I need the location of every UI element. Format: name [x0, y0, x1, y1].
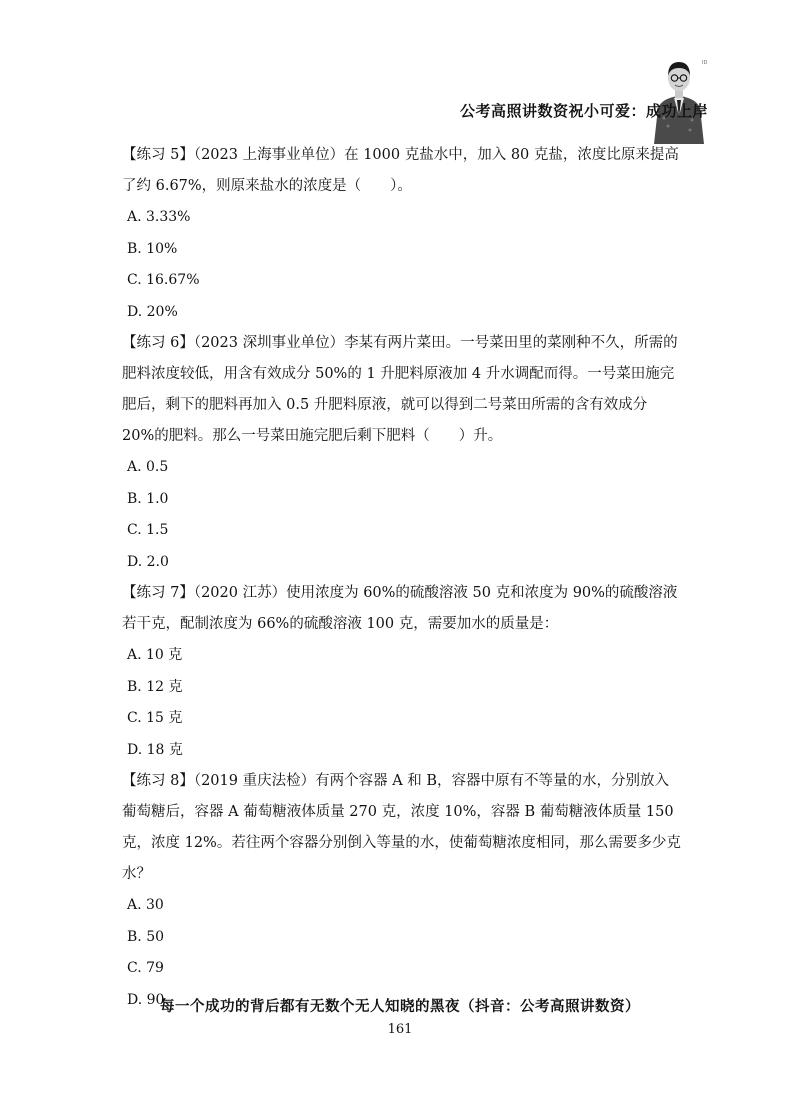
option-a: A. 30 [127, 897, 164, 913]
question-stem: 【练习 7】（2020 江苏）使用浓度为 60%的硫酸溶液 50 克和浓度为 90%的硫酸溶液若干克，配制浓度为 66%的硫酸溶液 100 克，需要加水的质量是： [122, 585, 678, 632]
option-d: D. 90 [127, 991, 165, 1008]
option-a: A. 3.33% [127, 209, 191, 225]
option-d: D. 20% [127, 303, 178, 320]
exercise-7 [122, 578, 682, 766]
option-b: B. 10% [127, 240, 178, 257]
page-header [0, 56, 800, 146]
option-c: C. 16.67% [127, 272, 200, 288]
option-a: A. 0.5 [127, 459, 169, 475]
page-number: 161 [387, 1022, 413, 1037]
option-c: C. 15 克 [127, 710, 183, 726]
option-b: B. 12 克 [127, 678, 183, 695]
option-b: B. 50 [127, 928, 165, 945]
option-c: C. 79 [127, 960, 164, 976]
exercise-8 [122, 766, 682, 1016]
option-b: B. 1.0 [127, 490, 169, 507]
question-stem: 【练习 5】（2023 上海事业单位）在 1000 克盐水中，加入 80 克盐，浓度比原来提高了约 6.67%，则原来盐水的浓度是（ ）。 [122, 147, 679, 194]
question-stem: 【练习 6】（2023 深圳事业单位）李某有两片菜田。一号菜田里的菜刚种不久，所需的肥料浓度较低，用含有效成分 50%的 1 升肥料原液加 4 升水调配而得。一号菜田施完肥后，剩下的肥料再加入 0.5 升肥料原液，就可以得到二号菜田所需的含有效成分 20%的肥料。那么一号菜田施完肥后剩下肥料（ ）升。 [122, 335, 678, 444]
exercise-list [122, 140, 682, 1016]
header-slogan: 公考高照讲数资祝小可爱：成功上岸 [459, 102, 708, 120]
option-c: C. 1.5 [127, 522, 169, 538]
question-stem: 【练习 8】（2019 重庆法检）有两个容器 A 和 B，容器中原有不等量的水，分别放入葡萄糖后，容器 A 葡萄糖液体质量 270 克，浓度 10%，容器 B 葡萄糖液体质量 150 克，浓度 12%。若往两个容器分别倒入等量的水，使葡萄糖浓度相同，那么需要多少克水？ [122, 773, 681, 882]
footer-motto: 每一个成功的背后都有无数个无人知晓的黑夜（抖音：公考高照讲数资） [160, 999, 640, 1015]
option-d: D. 2.0 [127, 553, 169, 570]
exercise-6 [122, 328, 682, 578]
option-a: A. 10 克 [127, 647, 183, 663]
svg-text:ID: ID [702, 60, 708, 66]
option-d: D. 18 克 [127, 741, 183, 758]
exercise-5 [122, 140, 682, 328]
